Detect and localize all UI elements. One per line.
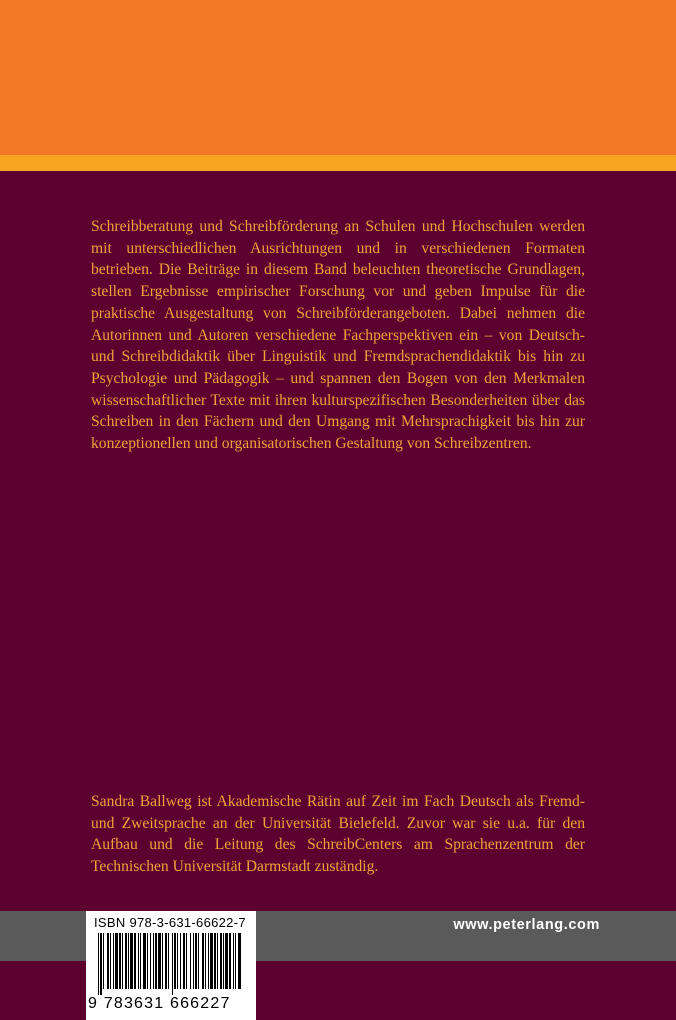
yellow-stripe — [0, 155, 676, 171]
isbn-label: ISBN 978-3-631-66622-7 — [94, 915, 246, 930]
publisher-url[interactable]: www.peterlang.com — [453, 917, 600, 933]
orange-header-band — [0, 0, 676, 155]
barcode-digits: 9 783631 666227 — [88, 995, 231, 1012]
book-blurb: Schreibberatung und Schreibförderung an Schulen und Hochschulen werden mit unterschiedlichen Ausrichtungen und in verschiedenen Formaten betrieben. Die Beiträge in diesem Band beleuchten theoretische Grundlagen, stellen Ergebnisse empirischer Forschung vor und geben Impulse für die praktische Ausgestaltung von Schreibförderangeboten. Dabei nehmen die Autorinnen und Autoren verschiedene Fachperspektiven ein – von Deutsch- und Schreibdidaktik über Linguistik und Fremdsprachendidaktik bis hin zu Psychologie und Pädagogik – und spannen den Bogen von den Merkmalen wissenschaftlicher Texte mit ihren kulturspezifischen Besonderheiten über das Schreiben in den Fächern und den Umgang mit Mehrsprachigkeit bis hin zur konzeptionellen und organisatorischen Gestaltung von Schreibzentren. — [91, 218, 585, 453]
barcode-icon — [98, 933, 244, 995]
isbn-barcode-box — [86, 911, 256, 1020]
author-bio: Sandra Ballweg ist Akademische Rätin auf Zeit im Fach Deutsch als Fremd- und Zweitsprache an der Universität Bielefeld. Zuvor war sie u.a. für den Aufbau und die Leitung des SchreibCenters am Sprachenzentrum der Technischen Universität Darmstadt zuständig. — [91, 793, 585, 876]
